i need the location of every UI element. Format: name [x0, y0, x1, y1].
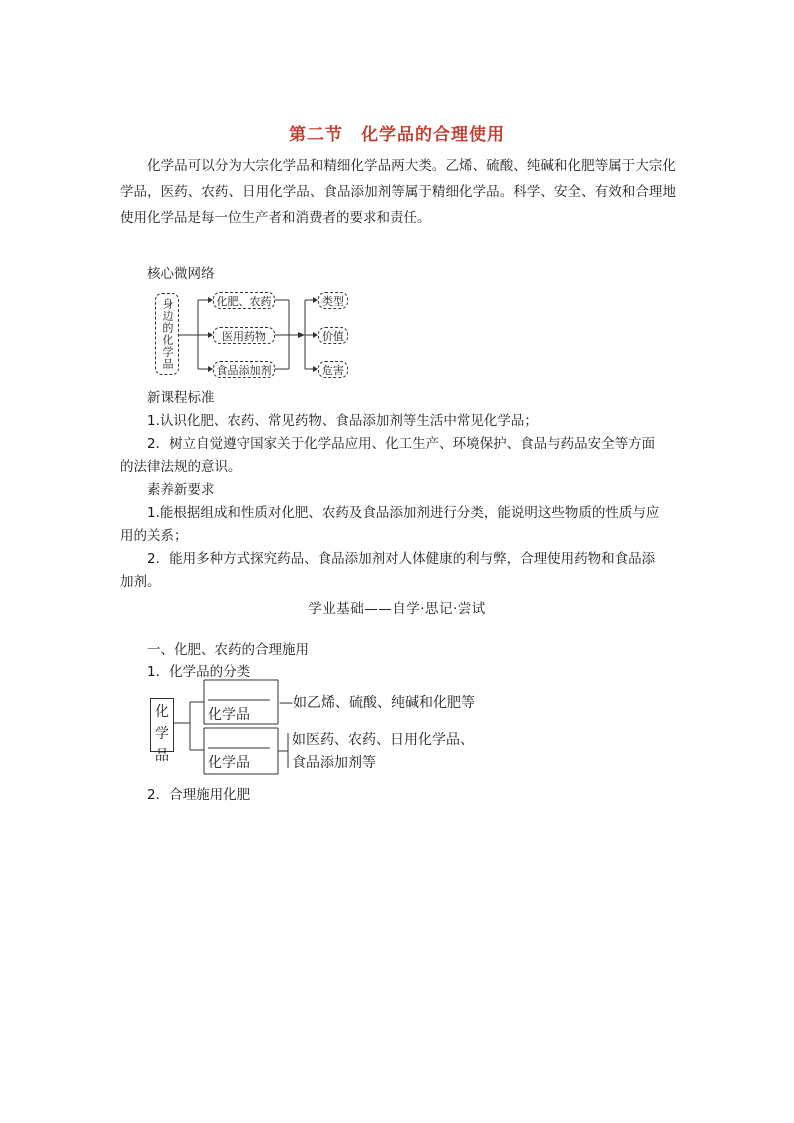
subsection-heading: 1．化学品的分类 — [147, 664, 251, 680]
branch-fine-label: 化学品 — [208, 707, 250, 723]
network-aspect-type: 类型 — [318, 292, 348, 309]
standards-item: 的法律法规的意识。 — [120, 459, 242, 475]
branch-fine-examples: 食品添加剂等 — [292, 755, 376, 771]
literacy-heading: 素养新要求 — [147, 482, 215, 498]
literacy-item: 2．能用多种方式探究药品、食品添加剂对人体健康的利与弊，合理使用药物和食品添 — [147, 551, 656, 567]
classification-root-box: 化学品 — [150, 698, 174, 752]
section-heading: 一、化肥、农药的合理施用 — [147, 642, 309, 658]
standards-item: 2．树立自觉遵守国家关于化学品应用、化工生产、环境保护、食品与药品安全等方面 — [147, 436, 656, 452]
branch-bulk-examples: —如乙烯、硫酸、纯碱和化肥等 — [279, 695, 475, 711]
network-item-fertilizer-pesticide: 化肥、农药 — [213, 292, 275, 309]
network-item-food-additive: 食品添加剂 — [213, 361, 275, 378]
network-root-box: 身边的化学品 — [155, 293, 179, 375]
page-title: 第二节 化学品的合理使用 — [289, 125, 505, 145]
subsection-heading: 2．合理施用化肥 — [147, 787, 251, 803]
literacy-item: 1.能根据组成和性质对化肥、农药及食品添加剂进行分类，能说明这些物质的性质与应 — [147, 505, 660, 521]
section-banner: 学业基础——自学·思记·尝试 — [308, 601, 486, 617]
branch-fine-label: 化学品 — [208, 755, 250, 771]
literacy-item: 用的关系； — [120, 528, 188, 544]
network-item-medicine: 医用药物 — [213, 327, 275, 344]
standards-item: 1.认识化肥、农药、常见药物、食品添加剂等生活中常见化学品； — [147, 413, 538, 429]
intro-paragraph: 化学品可以分为大宗化学品和精细化学品两大类。乙烯、硫酸、纯碱和化肥等属于大宗化学品，医药、农药、日用化学品、食品添加剂等属于精细化学品。科学、安全、有效和合理地使用化学品是每一位生产者和消费者的要求和责任。 — [120, 158, 676, 226]
knowledge-network-diagram — [150, 290, 360, 380]
network-aspect-value: 价值 — [318, 327, 348, 344]
network-aspect-harm: 危害 — [318, 361, 348, 378]
branch-fine-examples: 如医药、农药、日用化学品、 — [292, 732, 474, 748]
standards-heading: 新课程标准 — [147, 390, 215, 406]
network-heading: 核心微网络 — [147, 266, 215, 282]
chemical-classification-diagram — [148, 678, 488, 778]
literacy-item: 加剂。 — [120, 574, 161, 590]
